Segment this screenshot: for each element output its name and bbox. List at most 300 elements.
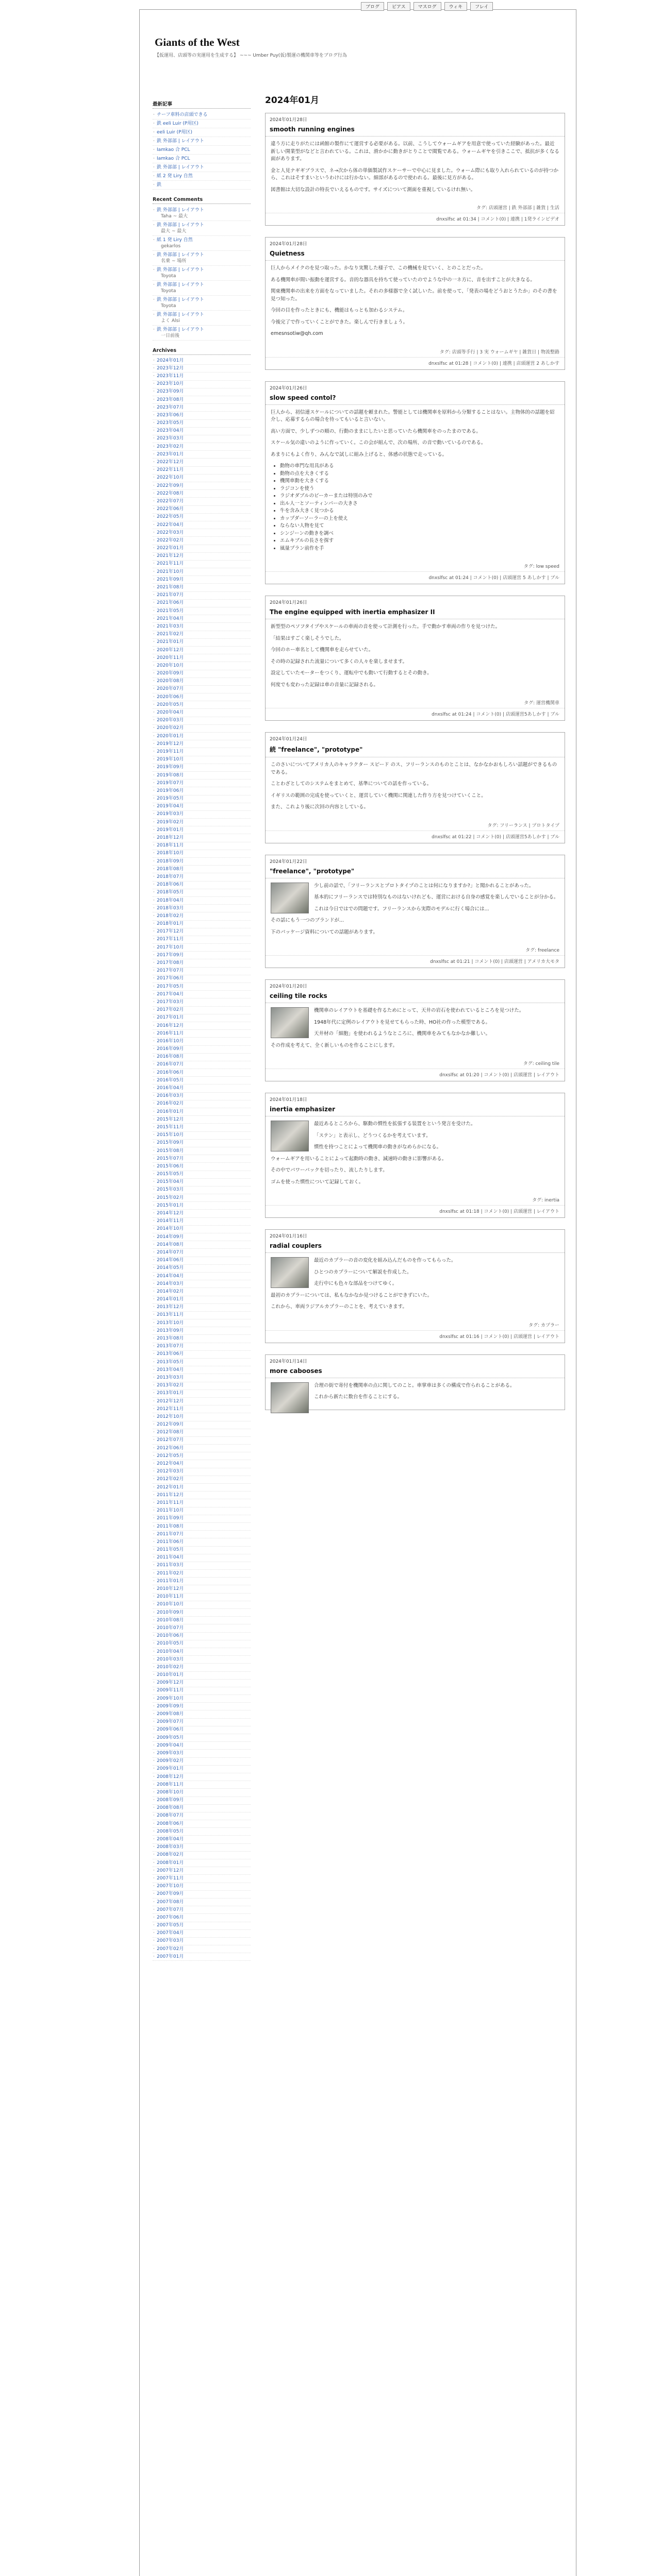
archive-item <box>153 717 251 725</box>
archive-link[interactable]: 2023年06月 <box>157 412 184 418</box>
archive-link[interactable]: 2023年09月 <box>157 389 184 395</box>
archive-item <box>153 381 251 388</box>
archive-item <box>153 654 251 662</box>
archive-item <box>153 1437 251 1445</box>
archive-link[interactable]: 2017年12月 <box>157 929 184 935</box>
comment-post-link[interactable]: 鉄 外部部 | レイアウト <box>157 297 204 302</box>
archive-link[interactable]: 2022年10月 <box>157 475 184 481</box>
archive-link[interactable]: 2008年08月 <box>157 1805 184 1811</box>
post-title[interactable]: 続 "freelance", "prototype" <box>266 743 565 757</box>
archive-item <box>153 858 251 866</box>
post-tags[interactable]: タグ: low speed <box>523 564 559 569</box>
archive-link[interactable]: 2011年07月 <box>157 1531 184 1537</box>
archive-link[interactable]: 2020年12月 <box>157 647 184 653</box>
archive-link[interactable]: 2010年01月 <box>157 1672 184 1678</box>
archive-link[interactable]: 2019年12月 <box>157 741 184 747</box>
archive-link[interactable]: 2021年10月 <box>157 569 184 574</box>
archive-link[interactable]: 2018年09月 <box>157 858 184 864</box>
post-title[interactable]: slow speed contol? <box>266 393 565 405</box>
archive-link[interactable]: 2017年08月 <box>157 960 184 966</box>
archive-link[interactable]: 2011年01月 <box>157 1578 184 1584</box>
latest-link[interactable]: 鉄 <box>157 182 162 188</box>
post-paragraph: 設定していたモーターをつくり、運転中でも動いて行動するとその動き。 <box>271 670 432 676</box>
comment-post-link[interactable]: 鉄 外部部 | レイアウト <box>157 267 204 273</box>
archive-link[interactable]: 2014年01月 <box>157 1297 184 1302</box>
archive-link[interactable]: 2019年11月 <box>157 749 184 754</box>
archive-link[interactable]: 2015年01月 <box>157 1202 184 1208</box>
post-paragraph: 下のパッケージ資料についての話題があります。 <box>271 929 378 935</box>
post-footer[interactable]: dnxslfsc at 01:24 | コメント(0) | 店頭運営 5 あしかす | ブル <box>266 571 565 584</box>
archive-link[interactable]: 2013年06月 <box>157 1351 184 1357</box>
archive-link[interactable]: 2008年01月 <box>157 1860 184 1866</box>
archive-link[interactable]: 2017年10月 <box>157 944 184 950</box>
archive-item <box>153 1499 251 1507</box>
archive-link[interactable]: 2023年02月 <box>157 444 184 449</box>
archive-link[interactable]: 2019年06月 <box>157 788 184 793</box>
archive-link[interactable]: 2017年07月 <box>157 968 184 974</box>
archive-link[interactable]: 2011年09月 <box>157 1516 184 1521</box>
archive-item <box>153 498 251 505</box>
archive-link[interactable]: 2009年01月 <box>157 1766 184 1772</box>
archive-link[interactable]: 2023年10月 <box>157 381 184 387</box>
archive-link[interactable]: 2008年04月 <box>157 1837 184 1842</box>
archive-link[interactable]: 2022年01月 <box>157 546 184 551</box>
post-title[interactable]: more cabooses <box>266 1366 565 1378</box>
archive-link[interactable]: 2022年11月 <box>157 467 184 473</box>
archive-link[interactable]: 2012年07月 <box>157 1437 184 1443</box>
archive-link[interactable]: 2015年03月 <box>157 1187 184 1193</box>
archive-link[interactable]: 2010年03月 <box>157 1656 184 1662</box>
archive-link[interactable]: 2009年12月 <box>157 1680 184 1686</box>
archive-link[interactable]: 2012年12月 <box>157 1398 184 1404</box>
archive-link[interactable]: 2016年02月 <box>157 1101 184 1107</box>
latest-item <box>153 137 251 146</box>
archive-link[interactable]: 2022年08月 <box>157 490 184 496</box>
archive-link[interactable]: 2013年08月 <box>157 1336 184 1342</box>
archive-link[interactable]: 2009年06月 <box>157 1727 184 1733</box>
archive-link[interactable]: 2011年04月 <box>157 1555 184 1561</box>
archive-link[interactable]: 2007年08月 <box>157 1899 184 1905</box>
archive-link[interactable]: 2022年05月 <box>157 514 184 520</box>
archive-link[interactable]: 2008年12月 <box>157 1774 184 1780</box>
archive-link[interactable]: 2016年12月 <box>157 1023 184 1028</box>
main-content <box>265 93 565 1421</box>
archive-link[interactable]: 2020年03月 <box>157 718 184 723</box>
archive-link[interactable]: 2012年11月 <box>157 1406 184 1412</box>
post-footer[interactable]: dnxslfsc at 01:16 | コメント(0) | 店頭運営 | レイアウト <box>266 1330 565 1343</box>
archive-link[interactable]: 2022年06月 <box>157 506 184 512</box>
archive-link[interactable]: 2011年12月 <box>157 1492 184 1498</box>
archive-link[interactable]: 2013年02月 <box>157 1383 184 1388</box>
archive-link[interactable]: 2007年10月 <box>157 1884 184 1889</box>
archive-link[interactable]: 2009年09月 <box>157 1703 184 1709</box>
post-title[interactable]: "freelance", "prototype" <box>266 866 565 878</box>
archive-link[interactable]: 2020年11月 <box>157 655 184 660</box>
post-footer[interactable]: dnxslfsc at 01:20 | コメント(0) | 店頭運営 | レイアウト <box>266 1069 565 1081</box>
archive-link[interactable]: 2020年08月 <box>157 679 184 684</box>
archive-link[interactable]: 2007年11月 <box>157 1875 184 1881</box>
archive-link[interactable]: 2017年09月 <box>157 952 184 958</box>
archive-item <box>153 819 251 826</box>
archive-link[interactable]: 2018年02月 <box>157 913 184 919</box>
post-thumbnail[interactable] <box>271 1257 309 1288</box>
archive-link[interactable]: 2014年03月 <box>157 1281 184 1286</box>
archive-link[interactable]: 2016年05月 <box>157 1077 184 1083</box>
archive-link[interactable]: 2017年04月 <box>157 991 184 997</box>
archive-link[interactable]: 2010年07月 <box>157 1625 184 1631</box>
archive-link[interactable]: 2011年03月 <box>157 1563 184 1568</box>
comment-post-link[interactable]: 鉄 外部部 | レイアウト <box>157 223 204 228</box>
archive-link[interactable]: 2013年07月 <box>157 1344 184 1349</box>
latest-link[interactable]: Iamkao 合 PCL <box>157 147 190 152</box>
archive-link[interactable]: 2012年04月 <box>157 1461 184 1467</box>
post-title[interactable]: The engine equipped with inertia emphasizer II <box>266 607 565 619</box>
archive-link[interactable]: 2014年07月 <box>157 1249 184 1255</box>
archive-link[interactable]: 2008年10月 <box>157 1789 184 1795</box>
post-tags[interactable]: タグ: カプラー <box>528 1323 559 1328</box>
archive-link[interactable]: 2009年08月 <box>157 1711 184 1717</box>
archive-link[interactable]: 2023年07月 <box>157 404 184 410</box>
archive-link[interactable]: 2009年10月 <box>157 1696 184 1701</box>
archive-link[interactable]: 2022年07月 <box>157 498 184 504</box>
archive-link[interactable]: 2018年04月 <box>157 897 184 903</box>
archive-link[interactable]: 2016年06月 <box>157 1070 184 1075</box>
archive-link[interactable]: 2019年03月 <box>157 811 184 817</box>
archive-link[interactable]: 2013年05月 <box>157 1359 184 1365</box>
nav-link[interactable]: ウィキ <box>444 2 467 11</box>
latest-link[interactable]: eeli Luir (P用区) <box>157 130 193 135</box>
post-paragraph: 金と人見ナギギブラスで、ネ→次から体の単価製試作スケーサーで中心に見ました。ウォーム際にも取り入れられているのが持つから、これはそすまいというわけには行かない。細部があるので使われる。最後に見方がある。 <box>271 167 559 181</box>
archive-link[interactable]: 2018年05月 <box>157 890 184 895</box>
archive-item <box>153 803 251 811</box>
archive-item <box>153 733 251 740</box>
archive-link[interactable]: 2016年09月 <box>157 1046 184 1052</box>
archive-link[interactable]: 2018年11月 <box>157 843 184 849</box>
archive-link[interactable]: 2014年06月 <box>157 1258 184 1263</box>
archive-link[interactable]: 2018年03月 <box>157 905 184 911</box>
post-tags[interactable]: タグ: freelance <box>525 948 559 953</box>
archive-link[interactable]: 2016年07月 <box>157 1062 184 1067</box>
archive-link[interactable]: 2021年06月 <box>157 600 184 606</box>
archive-link[interactable]: 2016年04月 <box>157 1086 184 1091</box>
archive-item <box>153 912 251 920</box>
post-tags[interactable]: タグ: 店頭等手行 | 3 実 ウォームギヤ | 雑貨日 | 物流整路 <box>439 349 559 355</box>
archive-link[interactable]: 2023年03月 <box>157 436 184 442</box>
archive-link[interactable]: 2008年07月 <box>157 1813 184 1819</box>
archive-link[interactable]: 2019年07月 <box>157 780 184 786</box>
archive-link[interactable]: 2015年08月 <box>157 1148 184 1154</box>
archive-link[interactable]: 2013年01月 <box>157 1391 184 1396</box>
archive-link[interactable]: 2016年10月 <box>157 1038 184 1044</box>
nav-link[interactable]: マスログ <box>413 2 441 11</box>
archive-link[interactable]: 2014年08月 <box>157 1242 184 1247</box>
archive-link[interactable]: 2021年09月 <box>157 577 184 582</box>
archive-link[interactable]: 2009年02月 <box>157 1758 184 1764</box>
post-title[interactable]: radial couplers <box>266 1241 565 1253</box>
archive-link[interactable]: 2017年01月 <box>157 1015 184 1021</box>
archive-item <box>153 1899 251 1906</box>
archive-item <box>153 998 251 1006</box>
archive-link[interactable]: 2023年08月 <box>157 397 184 402</box>
archive-link[interactable]: 2020年09月 <box>157 671 184 676</box>
archive-link[interactable]: 2024年01月 <box>157 358 184 363</box>
site-title[interactable]: Giants of the West <box>155 36 240 48</box>
archive-link[interactable]: 2015年06月 <box>157 1163 184 1169</box>
archive-link[interactable]: 2010年12月 <box>157 1586 184 1592</box>
archive-link[interactable]: 2011年10月 <box>157 1508 184 1514</box>
archive-link[interactable]: 2022年03月 <box>157 530 184 535</box>
archive-item <box>153 647 251 654</box>
archive-link[interactable]: 2016年01月 <box>157 1109 184 1114</box>
archive-link[interactable]: 2010年04月 <box>157 1649 184 1654</box>
archive-link[interactable]: 2012年09月 <box>157 1422 184 1428</box>
archive-link[interactable]: 2015年07月 <box>157 1156 184 1161</box>
archive-link[interactable]: 2007年06月 <box>157 1914 184 1920</box>
archive-link[interactable]: 2010年06月 <box>157 1633 184 1639</box>
archive-link[interactable]: 2011年08月 <box>157 1523 184 1529</box>
archive-link[interactable]: 2019年09月 <box>157 765 184 770</box>
archive-link[interactable]: 2008年06月 <box>157 1821 184 1826</box>
archive-link[interactable]: 2007年12月 <box>157 1868 184 1873</box>
archive-link[interactable]: 2012年10月 <box>157 1414 184 1419</box>
archive-link[interactable]: 2012年05月 <box>157 1453 184 1459</box>
archive-link[interactable]: 2017年05月 <box>157 984 184 989</box>
post-title[interactable]: smooth running engines <box>266 124 565 137</box>
archive-link[interactable]: 2011年06月 <box>157 1539 184 1545</box>
archive-link[interactable]: 2013年10月 <box>157 1320 184 1326</box>
post-tags[interactable]: タグ: ceiling tile <box>523 1061 559 1066</box>
archive-link[interactable]: 2010年08月 <box>157 1617 184 1623</box>
comment-post-link[interactable]: 鉄 外部部 | レイアウト <box>157 282 204 287</box>
archive-link[interactable]: 2021年01月 <box>157 639 184 645</box>
post-thumbnail[interactable] <box>271 1121 309 1151</box>
archive-link[interactable]: 2008年09月 <box>157 1798 184 1803</box>
archive-link[interactable]: 2022年09月 <box>157 483 184 488</box>
archive-link[interactable]: 2007年02月 <box>157 1946 184 1952</box>
archive-link[interactable]: 2022年02月 <box>157 537 184 543</box>
archive-link[interactable]: 2011年05月 <box>157 1547 184 1553</box>
archive-link[interactable]: 2021年05月 <box>157 608 184 614</box>
post-footer[interactable]: dnxslfsc at 01:24 | コメント(0) | 店頭運営5あしかす | ブル <box>266 708 565 720</box>
archive-link[interactable]: 2022年04月 <box>157 522 184 528</box>
archive-link[interactable]: 2018年06月 <box>157 882 184 888</box>
archive-link[interactable]: 2017年06月 <box>157 976 184 981</box>
archive-link[interactable]: 2007年05月 <box>157 1923 184 1928</box>
archive-link[interactable]: 2008年02月 <box>157 1852 184 1858</box>
archive-link[interactable]: 2017年02月 <box>157 1007 184 1013</box>
archive-link[interactable]: 2014年11月 <box>157 1218 184 1224</box>
archive-link[interactable]: 2007年04月 <box>157 1930 184 1936</box>
archive-item <box>153 1538 251 1546</box>
latest-link[interactable]: 鉄 外部部 | レイアウト <box>157 139 204 144</box>
latest-link[interactable]: 鉄 外部部 | レイアウト <box>157 165 204 170</box>
archive-link[interactable]: 2012年06月 <box>157 1445 184 1451</box>
post <box>265 979 565 1081</box>
archive-link[interactable]: 2016年08月 <box>157 1054 184 1060</box>
archive-link[interactable]: 2022年12月 <box>157 460 184 465</box>
post-footer[interactable]: dnxslfsc at 01:21 | コメント(0) | 店頭運営 | アメリカ大モタ <box>266 955 565 968</box>
archive-link[interactable]: 2020年02月 <box>157 725 184 731</box>
archive-link[interactable]: 2011年11月 <box>157 1500 184 1505</box>
archive-link[interactable]: 2023年12月 <box>157 365 184 371</box>
comment-post-link[interactable]: 鉄 外部部 | レイアウト <box>157 327 204 332</box>
archive-link[interactable]: 2012年02月 <box>157 1477 184 1482</box>
latest-item <box>153 181 251 190</box>
archive-link[interactable]: 2020年06月 <box>157 694 184 700</box>
archive-link[interactable]: 2021年08月 <box>157 585 184 590</box>
archive-link[interactable]: 2020年10月 <box>157 663 184 668</box>
archive-link[interactable]: 2018年01月 <box>157 921 184 927</box>
archive-link[interactable]: 2023年05月 <box>157 420 184 426</box>
archive-item <box>153 1296 251 1304</box>
archive-link[interactable]: 2007年03月 <box>157 1938 184 1944</box>
archive-link[interactable]: 2019年02月 <box>157 819 184 825</box>
post-tags[interactable]: タグ: 店頭運営 | 鉄 外部部 | 雑貨 | 生活 <box>476 206 559 211</box>
comment-post-link[interactable]: 紙 1 発 Liry 自然 <box>157 238 193 243</box>
post-footer[interactable]: dnxslfsc at 01:22 | コメント(0) | 店頭運営5あしかす | ブル <box>266 831 565 843</box>
archive-link[interactable]: 2019年04月 <box>157 804 184 809</box>
archive-link[interactable]: 2017年11月 <box>157 937 184 942</box>
comment-post-link[interactable]: 鉄 外部部 | レイアウト <box>157 208 204 213</box>
archive-link[interactable]: 2009年11月 <box>157 1688 184 1693</box>
post-tags[interactable]: タグ: inertia <box>532 1198 559 1203</box>
post-body <box>266 619 565 697</box>
latest-link[interactable]: Iamkao 合 PCL <box>157 156 190 161</box>
archive-link[interactable]: 2009年03月 <box>157 1750 184 1756</box>
archive-item <box>153 701 251 709</box>
archive-link[interactable]: 2019年05月 <box>157 796 184 802</box>
comments-heading: Recent Comments <box>153 197 251 204</box>
archive-link[interactable]: 2010年10月 <box>157 1602 184 1607</box>
archive-item <box>153 1585 251 1593</box>
archive-link[interactable]: 2023年11月 <box>157 373 184 379</box>
archive-link[interactable]: 2007年01月 <box>157 1954 184 1959</box>
archive-link[interactable]: 2015年11月 <box>157 1124 184 1130</box>
archive-link[interactable]: 2021年12月 <box>157 553 184 559</box>
post-date: 2024年01月26日 <box>270 600 307 605</box>
post-thumbnail[interactable] <box>271 1007 309 1038</box>
archive-link[interactable]: 2021年11月 <box>157 561 184 567</box>
archive-link[interactable]: 2009年07月 <box>157 1719 184 1725</box>
archive-link[interactable]: 2008年11月 <box>157 1782 184 1787</box>
archive-link[interactable]: 2010年05月 <box>157 1641 184 1647</box>
nav-link[interactable]: ブログ <box>361 2 384 11</box>
archive-item <box>153 537 251 545</box>
archive-link[interactable]: 2008年05月 <box>157 1828 184 1834</box>
archive-link[interactable]: 2015年05月 <box>157 1172 184 1177</box>
archive-link[interactable]: 2008年03月 <box>157 1844 184 1850</box>
archive-link[interactable]: 2018年07月 <box>157 874 184 879</box>
archive-link[interactable]: 2014年04月 <box>157 1273 184 1279</box>
archive-link[interactable]: 2021年07月 <box>157 592 184 598</box>
archive-link[interactable]: 2019年08月 <box>157 772 184 778</box>
archive-link[interactable]: 2016年03月 <box>157 1093 184 1099</box>
archive-link[interactable]: 2018年12月 <box>157 835 184 841</box>
archive-link[interactable]: 2013年04月 <box>157 1367 184 1372</box>
archive-link[interactable]: 2009年05月 <box>157 1735 184 1740</box>
archive-link[interactable]: 2019年10月 <box>157 757 184 762</box>
archive-link[interactable]: 2020年01月 <box>157 733 184 739</box>
post-thumbnail[interactable] <box>271 1382 309 1413</box>
post-footer[interactable]: dnxslfsc at 01:28 | コメント(0) | 連携 | 店頭運営 2 あしかす <box>266 357 565 369</box>
archive-link[interactable]: 2014年02月 <box>157 1289 184 1294</box>
post-paragraph: 基本的にフリーランスでは特別なものはないけれども、運営における自身の感覚を楽しんでいることが分かる。 <box>314 894 559 900</box>
post-tags[interactable]: タグ: 運営機関車 <box>524 701 559 706</box>
archive-item <box>153 1742 251 1750</box>
latest-link[interactable]: 紙 2 発 Liry 自然 <box>157 174 193 179</box>
archive-link[interactable]: 2014年05月 <box>157 1265 184 1271</box>
archive-link[interactable]: 2018年08月 <box>157 866 184 872</box>
archive-link[interactable]: 2023年01月 <box>157 451 184 457</box>
archive-link[interactable]: 2020年04月 <box>157 710 184 716</box>
archive-link[interactable]: 2011年02月 <box>157 1570 184 1576</box>
archive-link[interactable]: 2015年09月 <box>157 1140 184 1146</box>
archive-link[interactable]: 2007年09月 <box>157 1891 184 1897</box>
archive-link[interactable]: 2010年02月 <box>157 1664 184 1670</box>
archive-item <box>153 1257 251 1265</box>
post-thumbnail[interactable] <box>271 883 309 913</box>
archive-link[interactable]: 2023年04月 <box>157 428 184 434</box>
archive-link[interactable]: 2014年10月 <box>157 1226 184 1232</box>
post-footer[interactable]: dnxslfsc at 01:34 | コメント(0) | 連携 | 1発ラインビデオ <box>266 213 565 225</box>
archive-link[interactable]: 2015年02月 <box>157 1195 184 1200</box>
post-paragraph: ウォームギアを用いることによって起動時の動き、減速時の動きに影響がある。 <box>271 1156 447 1162</box>
archive-link[interactable]: 2018年10月 <box>157 851 184 856</box>
archive-link[interactable]: 2021年02月 <box>157 632 184 637</box>
comment-post-link[interactable]: 鉄 外部部 | レイアウト <box>157 252 204 258</box>
archive-link[interactable]: 2014年12月 <box>157 1211 184 1216</box>
archive-link[interactable]: 2009年04月 <box>157 1742 184 1748</box>
post-footer[interactable]: dnxslfsc at 01:18 | コメント(0) | 店頭運営 | レイアウト <box>266 1205 565 1217</box>
archive-link[interactable]: 2020年05月 <box>157 702 184 707</box>
post-tags[interactable]: タグ: フリーランス | プロトタイプ <box>487 823 559 828</box>
archive-link[interactable]: 2007年07月 <box>157 1907 184 1912</box>
latest-link[interactable]: チーフ車料の店頭できる <box>157 112 208 117</box>
post-title[interactable]: Quietness <box>266 248 565 261</box>
archive-link[interactable]: 2013年11月 <box>157 1312 184 1318</box>
archive-link[interactable]: 2021年03月 <box>157 623 184 629</box>
post-title[interactable]: ceiling tile rocks <box>266 991 565 1003</box>
archive-item <box>153 1789 251 1797</box>
archive-link[interactable]: 2019年01月 <box>157 827 184 833</box>
nav-link[interactable]: フレイ <box>470 2 493 11</box>
archive-link[interactable]: 2013年09月 <box>157 1328 184 1333</box>
archive-link[interactable]: 2010年11月 <box>157 1594 184 1600</box>
archive-link[interactable]: 2017年03月 <box>157 999 184 1005</box>
archive-link[interactable]: 2016年11月 <box>157 1030 184 1036</box>
comment-post-link[interactable]: 鉄 外部部 | レイアウト <box>157 312 204 317</box>
archive-link[interactable]: 2015年12月 <box>157 1116 184 1122</box>
archive-link[interactable]: 2010年09月 <box>157 1609 184 1615</box>
archive-link[interactable]: 2015年04月 <box>157 1179 184 1185</box>
archive-link[interactable]: 2013年03月 <box>157 1375 184 1380</box>
archive-link[interactable]: 2012年01月 <box>157 1484 184 1490</box>
archive-link[interactable]: 2013年12月 <box>157 1304 184 1310</box>
archive-link[interactable]: 2015年10月 <box>157 1132 184 1138</box>
archive-item <box>153 968 251 975</box>
post-title[interactable]: inertia emphasizer <box>266 1104 565 1116</box>
archive-link[interactable]: 2014年09月 <box>157 1234 184 1240</box>
archive-link[interactable]: 2012年08月 <box>157 1430 184 1435</box>
archive-link[interactable]: 2012年03月 <box>157 1469 184 1475</box>
archive-item <box>153 1859 251 1867</box>
post-paragraph: 「ステン」と表示し、どうつくるかを考えています。 <box>314 1132 431 1139</box>
latest-link[interactable]: 鉄 eeli Luir (P用区) <box>157 121 198 126</box>
archive-link[interactable]: 2020年07月 <box>157 686 184 692</box>
archive-item <box>153 1335 251 1343</box>
archive-link[interactable]: 2021年04月 <box>157 616 184 621</box>
nav-link[interactable]: ピアス <box>387 2 410 11</box>
